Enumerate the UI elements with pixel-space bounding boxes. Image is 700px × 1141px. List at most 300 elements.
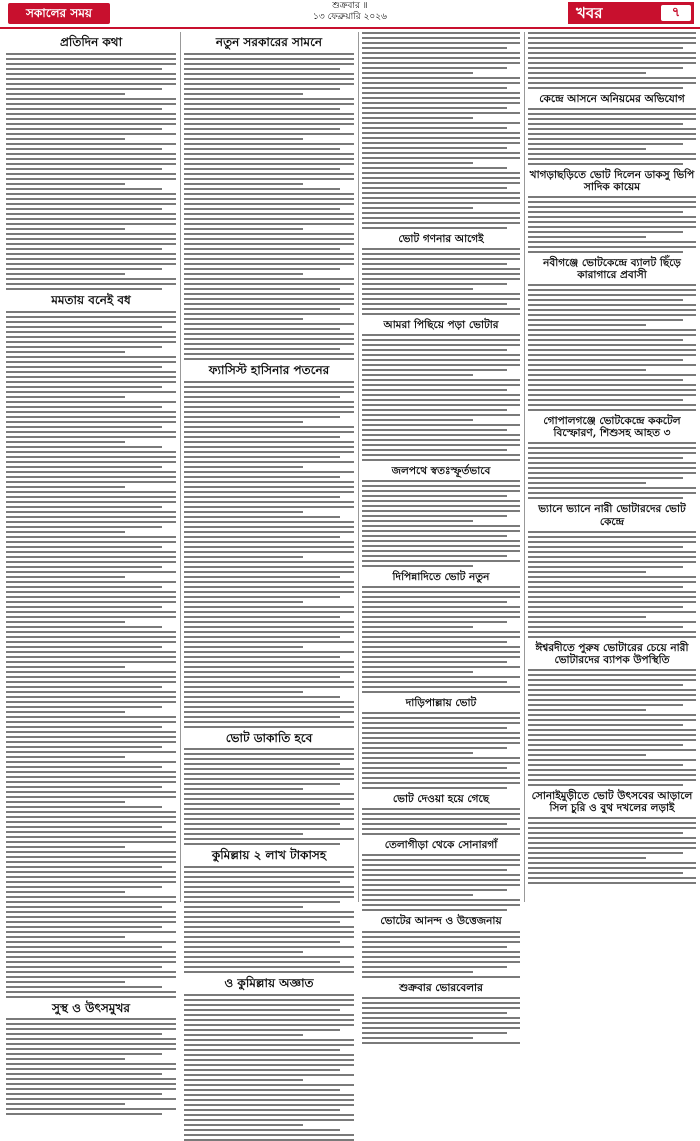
- body-text-line: [6, 646, 162, 648]
- article-headline: নবীগঞ্জে ভোটকেন্দ্রে ব্যালট ছিঁড়ে কারাগারে প্রবাসী: [543, 257, 681, 282]
- body-text-line: [528, 704, 683, 706]
- body-text-line: [6, 158, 176, 160]
- body-text-line: [6, 886, 162, 888]
- body-text-line: [528, 492, 696, 494]
- body-text-line: [184, 798, 354, 800]
- body-text-line: [6, 203, 176, 205]
- body-text-line: [528, 487, 696, 489]
- body-text-line: [362, 666, 520, 668]
- body-text-line: [528, 586, 683, 588]
- body-text-line: [6, 956, 176, 958]
- body-text-line: [362, 661, 507, 663]
- body-text-line: [362, 966, 507, 968]
- body-text-line: [362, 339, 520, 341]
- body-text-line: [528, 379, 683, 381]
- body-text-line: [184, 1004, 354, 1006]
- body-text-line: [184, 88, 340, 90]
- body-text-line: [362, 57, 520, 59]
- body-text-line: [362, 606, 520, 608]
- body-text-line: [6, 1073, 162, 1075]
- body-text-line: [528, 842, 696, 844]
- body-text-line: [184, 381, 354, 383]
- article-headline: খাগড়াছড়িতে ভোট দিলেন ডাকসু ভিপি সাদিক কায়েম: [529, 169, 695, 194]
- body-text-line: [6, 173, 176, 175]
- body-text-line: [362, 454, 520, 456]
- body-text-line: [184, 288, 340, 290]
- body-text-line: [362, 971, 473, 973]
- body-text-line: [362, 127, 507, 129]
- body-text-line: [6, 198, 176, 200]
- body-text-line: [528, 314, 696, 316]
- body-text-line: [6, 621, 125, 623]
- body-text-line: [528, 566, 683, 568]
- body-text-line: [6, 586, 162, 588]
- body-text-line: [362, 278, 520, 280]
- body-text-line: [6, 536, 176, 538]
- dateline-day: শুক্রবার ॥: [332, 1, 368, 11]
- body-text-line: [528, 744, 683, 746]
- body-text-line: [362, 535, 507, 537]
- body-text-line: [184, 343, 354, 345]
- body-text-line: [184, 466, 303, 468]
- body-text-line: [528, 236, 646, 238]
- body-text-line: [184, 946, 354, 948]
- body-text-line: [362, 459, 520, 461]
- body-text-line: [6, 1028, 176, 1030]
- body-text-line: [184, 496, 340, 498]
- body-text-line: [184, 1064, 354, 1066]
- body-text-line: [6, 248, 162, 250]
- body-text-line: [528, 497, 683, 499]
- body-text-line: [6, 861, 176, 863]
- body-text-line: [6, 896, 176, 898]
- article-headline: আমরা পিছিয়ে পড়া ভোটার: [383, 319, 499, 332]
- dateline: [250, 1, 450, 23]
- article-headline: দিপিন্নাদিতে ভোট নতুন: [392, 571, 490, 584]
- body-text-line: [362, 520, 473, 522]
- body-text-line: [362, 859, 520, 861]
- body-text-line: [6, 531, 125, 533]
- body-text-line: [184, 818, 354, 820]
- body-text-line: [6, 331, 176, 333]
- body-text-line: [184, 1014, 354, 1016]
- body-text-line: [184, 1054, 354, 1056]
- body-text-line: [184, 656, 340, 658]
- body-text-line: [362, 182, 520, 184]
- body-text-line: [184, 701, 354, 703]
- body-text-line: [184, 971, 354, 973]
- body-text-line: [362, 889, 507, 891]
- body-text-line: [362, 601, 507, 603]
- body-text-line: [6, 696, 176, 698]
- body-text-line: [6, 1068, 176, 1070]
- body-text-line: [6, 631, 176, 633]
- article-headline: দাড়িপাল্লায় ভোট: [405, 697, 477, 710]
- body-text-line: [362, 288, 473, 290]
- body-text-line: [362, 560, 520, 562]
- body-text-line: [528, 759, 696, 761]
- body-text-line: [528, 862, 696, 864]
- body-text-line: [6, 148, 162, 150]
- body-text-line: [528, 684, 683, 686]
- body-text-line: [362, 222, 520, 224]
- body-text-line: [6, 1058, 125, 1060]
- body-text-line: [528, 452, 696, 454]
- body-text-line: [6, 273, 125, 275]
- article-headline: ও কুমিল্লায় অজ্ঞাত: [224, 976, 314, 991]
- body-text-line: [362, 727, 507, 729]
- body-text-line: [528, 827, 696, 829]
- body-text-line: [184, 551, 354, 553]
- body-text-line: [362, 651, 520, 653]
- body-text-line: [6, 596, 176, 598]
- body-text-line: [184, 318, 303, 320]
- body-text-line: [6, 78, 176, 80]
- body-text-line: [6, 391, 176, 393]
- body-text-line: [6, 871, 176, 873]
- body-text-line: [528, 37, 696, 39]
- body-text-line: [6, 1093, 162, 1095]
- body-text-line: [6, 103, 176, 105]
- body-text-line: [6, 356, 176, 358]
- body-text-line: [184, 293, 354, 295]
- body-text-line: [528, 52, 696, 54]
- body-text-line: [184, 581, 354, 583]
- body-text-line: [528, 541, 696, 543]
- body-text-line: [362, 879, 520, 881]
- body-text-line: [362, 616, 520, 618]
- body-text-line: [184, 83, 354, 85]
- body-text-line: [184, 586, 354, 588]
- body-text-line: [362, 258, 520, 260]
- body-text-line: [184, 58, 354, 60]
- body-text-line: [6, 791, 176, 793]
- body-text-line: [362, 137, 520, 139]
- body-text-line: [362, 997, 520, 999]
- body-text-line: [184, 178, 354, 180]
- body-text-line: [528, 226, 696, 228]
- body-text-line: [184, 1109, 340, 1111]
- body-text-line: [184, 773, 354, 775]
- body-text-line: [6, 238, 176, 240]
- body-text-line: [184, 481, 354, 483]
- body-text-line: [362, 384, 520, 386]
- body-text-line: [362, 762, 520, 764]
- body-text-line: [528, 601, 696, 603]
- article-headline: গোপালগঞ্জে ভোটকেন্দ্রে ককটেল বিস্ফোরণ, শিশুসহ আহত ৩: [543, 415, 681, 440]
- body-text-line: [184, 911, 354, 913]
- body-text-line: [528, 536, 696, 538]
- body-text-line: [184, 348, 340, 350]
- body-text-line: [528, 359, 683, 361]
- body-text-line: [362, 742, 520, 744]
- body-text-line: [528, 769, 696, 771]
- body-text-line: [184, 193, 354, 195]
- body-text-line: [528, 241, 696, 243]
- body-text-line: [528, 551, 696, 553]
- body-text-line: [528, 709, 646, 711]
- body-text-line: [6, 446, 162, 448]
- body-text-line: [362, 217, 520, 219]
- body-text-line: [528, 581, 696, 583]
- body-text-line: [184, 338, 354, 340]
- body-text-line: [528, 784, 683, 786]
- body-text-line: [362, 192, 520, 194]
- body-text-line: [6, 253, 176, 255]
- body-text-line: [184, 1074, 354, 1076]
- body-text-line: [362, 611, 520, 613]
- body-text-line: [528, 123, 683, 125]
- body-text-line: [528, 158, 696, 160]
- body-text-line: [184, 716, 340, 718]
- body-text-line: [6, 541, 176, 543]
- body-text-line: [362, 904, 520, 906]
- body-text-line: [184, 931, 354, 933]
- body-text-line: [6, 601, 176, 603]
- body-text-line: [184, 768, 354, 770]
- body-text-line: [184, 1104, 354, 1106]
- body-text-line: [362, 404, 520, 406]
- body-text-line: [184, 208, 340, 210]
- body-text-line: [184, 416, 340, 418]
- body-text-line: [362, 122, 520, 124]
- body-text-line: [184, 456, 340, 458]
- article-body: [362, 997, 520, 1044]
- body-text-line: [362, 626, 473, 628]
- section-name: খবর: [576, 4, 603, 22]
- body-text-line: [184, 118, 354, 120]
- body-text-line: [362, 369, 507, 371]
- body-text-line: [362, 112, 520, 114]
- body-text-line: [6, 1023, 176, 1025]
- body-text-line: [362, 686, 520, 688]
- body-text-line: [6, 406, 162, 408]
- body-text-line: [184, 421, 303, 423]
- body-text-line: [362, 1027, 520, 1029]
- body-text-line: [6, 278, 176, 280]
- body-text-line: [6, 751, 176, 753]
- body-text-line: [184, 163, 354, 165]
- body-text-line: [6, 891, 125, 893]
- body-text-line: [6, 1088, 176, 1090]
- body-text-line: [362, 102, 520, 104]
- body-text-line: [184, 396, 340, 398]
- body-text-line: [6, 93, 125, 95]
- body-text-line: [6, 741, 176, 743]
- body-text-line: [184, 651, 354, 653]
- body-text-line: [362, 1032, 507, 1034]
- body-text-line: [184, 446, 354, 448]
- dateline-date: ১৩ ফেব্রুয়ারি ২০২৬: [313, 12, 387, 22]
- column-rule: [180, 32, 181, 902]
- body-text-line: [6, 511, 176, 513]
- column-rule: [524, 32, 525, 902]
- body-text-line: [184, 358, 354, 360]
- body-text-line: [6, 441, 125, 443]
- body-text-line: [362, 787, 507, 789]
- article-headline: সুস্থ ও উৎসমুখর: [52, 1000, 130, 1015]
- body-text-line: [528, 113, 696, 115]
- body-text-line: [528, 42, 696, 44]
- body-text-line: [184, 68, 340, 70]
- article-body: [362, 248, 520, 315]
- body-text-line: [6, 926, 162, 928]
- body-text-line: [362, 379, 520, 381]
- body-text-line: [184, 961, 340, 963]
- body-text-line: [184, 313, 354, 315]
- body-text-line: [6, 581, 176, 583]
- article-body: [528, 196, 696, 253]
- body-text-line: [184, 506, 354, 508]
- body-text-line: [528, 153, 696, 155]
- body-text-line: [6, 731, 176, 733]
- body-text-line: [6, 381, 176, 383]
- body-text-line: [6, 976, 176, 978]
- body-text-line: [528, 32, 696, 34]
- body-text-line: [362, 117, 473, 119]
- body-text-line: [184, 253, 354, 255]
- body-text-line: [6, 986, 162, 988]
- body-text-line: [362, 152, 520, 154]
- body-text-line: [362, 227, 507, 229]
- body-text-line: [184, 1069, 340, 1071]
- body-text-line: [6, 1108, 176, 1110]
- body-text-line: [184, 1089, 340, 1091]
- body-text-line: [528, 872, 683, 874]
- body-text-line: [362, 303, 507, 305]
- body-text-line: [528, 546, 683, 548]
- body-text-line: [528, 216, 696, 218]
- body-text-line: [184, 323, 354, 325]
- body-text-line: [528, 779, 696, 781]
- body-text-line: [184, 536, 340, 538]
- body-text-line: [362, 510, 520, 512]
- body-text-line: [184, 1034, 303, 1036]
- body-text-line: [362, 961, 520, 963]
- body-text-line: [184, 916, 354, 918]
- body-text-line: [528, 867, 696, 869]
- body-text-line: [6, 346, 162, 348]
- body-text-line: [362, 757, 520, 759]
- body-text-line: [528, 674, 696, 676]
- body-text-line: [184, 248, 340, 250]
- body-text-line: [362, 364, 520, 366]
- body-text-line: [362, 107, 507, 109]
- body-text-line: [6, 386, 162, 388]
- body-text-line: [528, 349, 696, 351]
- body-text-line: [528, 847, 696, 849]
- body-text-line: [6, 776, 176, 778]
- body-text-line: [184, 521, 354, 523]
- body-text-line: [6, 626, 162, 628]
- body-text-line: [6, 606, 162, 608]
- body-text-line: [184, 278, 354, 280]
- body-text-line: [362, 162, 473, 164]
- body-text-line: [362, 444, 520, 446]
- body-text-line: [184, 833, 303, 835]
- body-text-line: [184, 78, 354, 80]
- body-text-line: [362, 864, 520, 866]
- body-text-line: [184, 501, 354, 503]
- body-text-line: [528, 62, 696, 64]
- body-text-line: [184, 758, 354, 760]
- body-text-line: [184, 148, 340, 150]
- body-text-line: [184, 486, 354, 488]
- article-body: [184, 866, 354, 973]
- body-text-line: [362, 47, 507, 49]
- body-text-line: [362, 1017, 520, 1019]
- body-text-line: [362, 334, 520, 336]
- body-text-line: [6, 213, 176, 215]
- body-text-line: [528, 251, 683, 253]
- body-text-line: [362, 308, 520, 310]
- article-body: [6, 53, 176, 290]
- body-text-line: [6, 496, 176, 498]
- body-text-line: [184, 1124, 303, 1126]
- body-text-line: [362, 596, 520, 598]
- body-text-line: [184, 406, 354, 408]
- body-text-line: [6, 178, 176, 180]
- body-text-line: [6, 421, 176, 423]
- body-text-line: [6, 931, 176, 933]
- body-text-line: [362, 956, 520, 958]
- body-text-line: [184, 606, 354, 608]
- body-text-line: [6, 1063, 176, 1065]
- body-text-line: [6, 1098, 176, 1100]
- body-text-line: [184, 1039, 354, 1041]
- body-text-line: [184, 283, 354, 285]
- article-headline: ভ্যানে ভ্যানে নারী ভোটারদের ভোট কেন্দ্রে: [538, 503, 686, 528]
- body-text-line: [528, 409, 696, 411]
- body-text-line: [184, 838, 354, 840]
- body-text-line: [528, 822, 696, 824]
- body-text-line: [184, 828, 354, 830]
- body-text-line: [184, 213, 354, 215]
- article-headline: ফ্যাসিস্ট হাসিনার পতনের: [208, 362, 330, 377]
- body-text-line: [184, 793, 354, 795]
- masthead-rule: [0, 27, 700, 29]
- body-text-line: [184, 451, 354, 453]
- body-text-line: [362, 42, 520, 44]
- body-text-line: [6, 676, 176, 678]
- body-text-line: [362, 976, 520, 978]
- body-text-line: [184, 808, 354, 810]
- article-body: [6, 1018, 176, 1115]
- body-text-line: [528, 339, 683, 341]
- body-text-line: [184, 198, 354, 200]
- body-text-line: [6, 866, 162, 868]
- body-text-line: [184, 641, 354, 643]
- body-text-line: [6, 591, 176, 593]
- body-text-line: [184, 168, 340, 170]
- body-text-line: [6, 1078, 176, 1080]
- body-text-line: [362, 32, 520, 34]
- body-text-line: [6, 316, 176, 318]
- body-text-line: [184, 994, 354, 996]
- body-text-line: [6, 826, 162, 828]
- body-text-line: [362, 525, 520, 527]
- body-text-line: [184, 1049, 340, 1051]
- body-text-line: [184, 238, 354, 240]
- body-text-line: [362, 712, 520, 714]
- body-text-line: [6, 681, 176, 683]
- body-text-line: [6, 961, 176, 963]
- newspaper-logo: সকালের সময়: [8, 3, 110, 24]
- article-headline: সোনাইমুড়ীতে ভোট উৎসবের আড়ালে সিল চুরি ও বুথ দখলের লড়াই: [531, 789, 693, 814]
- article-headline: কেন্দ্রে আসনে অনিয়মের অভিযোগ: [539, 93, 685, 105]
- body-text-line: [6, 223, 176, 225]
- body-text-line: [6, 461, 176, 463]
